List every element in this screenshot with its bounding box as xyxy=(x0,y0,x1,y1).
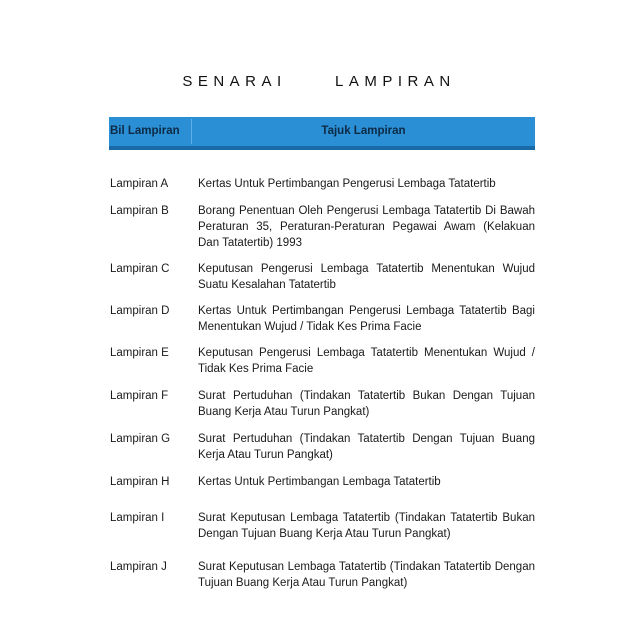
header-bil-lampiran: Bil Lampiran xyxy=(110,125,180,137)
row-bil: Lampiran D xyxy=(110,305,170,317)
table-header xyxy=(109,117,535,150)
row-tajuk: Keputusan Pengerusi Lembaga Tatatertib Menentukan Wujud / Tidak Kes Prima Facie xyxy=(198,347,535,375)
row-tajuk: Surat Keputusan Lembaga Tatatertib (Tindakan Tatatertib Bukan Dengan Tujuan Buang Kerja Atau Turun Pangkat) xyxy=(198,512,535,540)
page-title: SENARAI LAMPIRAN xyxy=(182,73,456,90)
row-bil: Lampiran J xyxy=(110,561,167,573)
row-bil: Lampiran G xyxy=(110,433,171,445)
row-bil: Lampiran A xyxy=(110,178,169,190)
row-tajuk: Surat Keputusan Lembaga Tatatertib (Tindakan Tatatertib Dengan Tujuan Buang Kerja Atau Turun Pangkat) xyxy=(198,561,535,589)
row-bil: Lampiran I xyxy=(110,512,165,524)
row-bil: Lampiran C xyxy=(110,263,170,275)
row-tajuk: Kertas Untuk Pertimbangan Pengerusi Lembaga Tatatertib Bagi Menentukan Wujud / Tidak Kes Prima Facie xyxy=(198,305,535,333)
row-bil: Lampiran E xyxy=(110,347,169,359)
row-tajuk: Borang Penentuan Oleh Pengerusi Lembaga Tatatertib Di Bawah Peraturan 35, Peraturan-Peraturan Pegawai Awam (Kelakuan Dan Tatatertib) 1993 xyxy=(198,205,535,249)
header-tajuk-lampiran: Tajuk Lampiran xyxy=(321,125,406,137)
row-tajuk: Surat Pertuduhan (Tindakan Tatatertib Dengan Tujuan Buang Kerja Atau Turun Pangkat) xyxy=(198,433,535,461)
row-tajuk: Kertas Untuk Pertimbangan Pengerusi Lembaga Tatatertib xyxy=(198,178,496,190)
row-bil: Lampiran H xyxy=(110,476,170,488)
row-tajuk: Surat Pertuduhan (Tindakan Tatatertib Bukan Dengan Tujuan Buang Kerja Atau Turun Pangkat) xyxy=(198,390,535,418)
row-tajuk: Keputusan Pengerusi Lembaga Tatatertib Menentukan Wujud Suatu Kesalahan Tatatertib xyxy=(198,263,535,291)
row-tajuk: Kertas Untuk Pertimbangan Lembaga Tatatertib xyxy=(198,476,441,488)
row-bil: Lampiran B xyxy=(110,205,169,217)
row-bil: Lampiran F xyxy=(110,390,169,402)
